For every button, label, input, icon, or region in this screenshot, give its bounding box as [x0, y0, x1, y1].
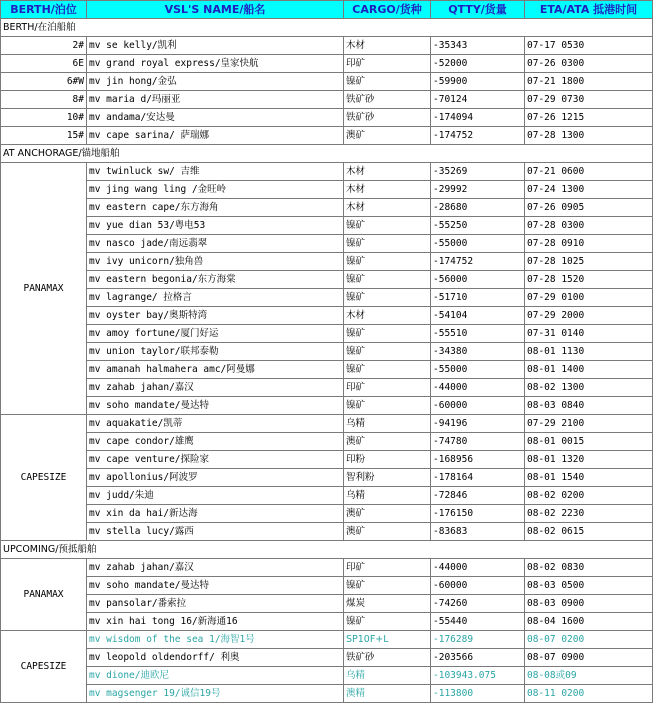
table-row	[1, 613, 653, 631]
qtty-cell: -51710	[431, 289, 525, 307]
eta-cell: 07-31 0140	[525, 325, 653, 343]
table-row	[1, 451, 653, 469]
qtty-cell: -70124	[431, 91, 525, 109]
eta-cell: 07-28 1300	[525, 127, 653, 145]
eta-cell: 08-07 0200	[525, 631, 653, 649]
vessel-cell: mv se kelly/凯利	[87, 37, 344, 55]
header-row	[1, 1, 653, 19]
vessel-cell: mv dione/迪欧尼	[87, 667, 344, 685]
eta-cell: 07-28 1025	[525, 253, 653, 271]
vessel-cell: mv andama/安达曼	[87, 109, 344, 127]
qtty-cell: -176289	[431, 631, 525, 649]
vessel-cell: mv aquakatie/凯蒂	[87, 415, 344, 433]
group-label-panamax: PANAMAX	[1, 163, 87, 415]
vessel-cell: mv xin da hai/新达海	[87, 505, 344, 523]
table-row	[1, 505, 653, 523]
eta-cell: 08-03 0900	[525, 595, 653, 613]
cargo-cell: 煤炭	[344, 595, 431, 613]
vessel-cell: mv nasco jade/南远翡翠	[87, 235, 344, 253]
eta-cell: 08-07 0900	[525, 649, 653, 667]
qtty-cell: -35343	[431, 37, 525, 55]
eta-cell: 07-17 0530	[525, 37, 653, 55]
cargo-cell: 乌精	[344, 415, 431, 433]
eta-cell: 07-21 0600	[525, 163, 653, 181]
table-row	[1, 289, 653, 307]
qtty-cell: -203566	[431, 649, 525, 667]
table-row	[1, 595, 653, 613]
table-row	[1, 379, 653, 397]
table-row	[1, 667, 653, 685]
vessel-cell: mv wisdom of the sea 1/海智1号	[87, 631, 344, 649]
qtty-cell: -55000	[431, 361, 525, 379]
table-row	[1, 685, 653, 703]
cargo-cell: 镍矿	[344, 217, 431, 235]
table-row	[1, 307, 653, 325]
table-row	[1, 235, 653, 253]
table-row	[1, 217, 653, 235]
cargo-cell: 乌精	[344, 487, 431, 505]
eta-cell: 07-29 2100	[525, 415, 653, 433]
vessel-cell: mv soho mandate/曼达特	[87, 397, 344, 415]
table-row	[1, 199, 653, 217]
eta-cell: 07-28 0300	[525, 217, 653, 235]
eta-cell: 08-02 0615	[525, 523, 653, 541]
eta-cell: 08-01 1400	[525, 361, 653, 379]
cargo-cell: 镍矿	[344, 73, 431, 91]
qtty-cell: -60000	[431, 397, 525, 415]
eta-cell: 07-24 1300	[525, 181, 653, 199]
vessel-cell: mv amoy fortune/厦门好运	[87, 325, 344, 343]
vessel-cell: mv maria d/玛丽亚	[87, 91, 344, 109]
cargo-cell: 镍矿	[344, 253, 431, 271]
table-row	[1, 469, 653, 487]
cargo-cell: 澳矿	[344, 523, 431, 541]
qtty-cell: -44000	[431, 559, 525, 577]
eta-cell: 07-26 0905	[525, 199, 653, 217]
vessel-cell: mv jin hong/金弘	[87, 73, 344, 91]
qtty-cell: -74260	[431, 595, 525, 613]
berth-cell: 15#	[1, 127, 87, 145]
vessel-cell: mv magsenger 19/诚信19号	[87, 685, 344, 703]
qtty-cell: -83683	[431, 523, 525, 541]
eta-cell: 08-02 0200	[525, 487, 653, 505]
vessel-cell: mv zahab jahan/嘉汉	[87, 379, 344, 397]
eta-cell: 08-01 1130	[525, 343, 653, 361]
qtty-cell: -35269	[431, 163, 525, 181]
table-row	[1, 91, 653, 109]
vessel-cell: mv cape sarina/ 萨瑞娜	[87, 127, 344, 145]
table-row	[1, 181, 653, 199]
qtty-cell: -103943.075	[431, 667, 525, 685]
table-row	[1, 415, 653, 433]
eta-cell: 08-01 0015	[525, 433, 653, 451]
col-header-cargo: CARGO/货种	[344, 1, 431, 19]
eta-cell: 08-03 0500	[525, 577, 653, 595]
cargo-cell: 印矿	[344, 379, 431, 397]
section-title-anchorage: AT ANCHORAGE/锚地船舶	[1, 145, 653, 163]
vessel-cell: mv leopold oldendorff/ 利奥	[87, 649, 344, 667]
qtty-cell: -55510	[431, 325, 525, 343]
vessel-cell: mv xin hai tong 16/新海通16	[87, 613, 344, 631]
qtty-cell: -174752	[431, 127, 525, 145]
cargo-cell: 智利粉	[344, 469, 431, 487]
vessel-cell: mv oyster bay/奥斯特湾	[87, 307, 344, 325]
table-row	[1, 163, 653, 181]
qtty-cell: -178164	[431, 469, 525, 487]
group-label-panamax: PANAMAX	[1, 559, 87, 631]
vessel-cell: mv zahab jahan/嘉汉	[87, 559, 344, 577]
cargo-cell: 木材	[344, 181, 431, 199]
berth-cell: 6E	[1, 55, 87, 73]
table-row	[1, 55, 653, 73]
table-row	[1, 127, 653, 145]
cargo-cell: 乌精	[344, 667, 431, 685]
table-row	[1, 271, 653, 289]
cargo-cell: 木材	[344, 199, 431, 217]
cargo-cell: 镍矿	[344, 289, 431, 307]
vessel-cell: mv lagrange/ 拉格言	[87, 289, 344, 307]
cargo-cell: 镍矿	[344, 397, 431, 415]
col-header-eta: ETA/ATA 抵港时间	[525, 1, 653, 19]
cargo-cell: 印粉	[344, 451, 431, 469]
berth-cell: 10#	[1, 109, 87, 127]
table-row	[1, 487, 653, 505]
cargo-cell: 澳精	[344, 685, 431, 703]
eta-cell: 07-26 1215	[525, 109, 653, 127]
qtty-cell: -59900	[431, 73, 525, 91]
eta-cell: 08-04 1600	[525, 613, 653, 631]
vessel-cell: mv ivy unicorn/独角兽	[87, 253, 344, 271]
vessel-cell: mv jing wang ling /金旺岭	[87, 181, 344, 199]
qtty-cell: -113800	[431, 685, 525, 703]
eta-cell: 08-03 0840	[525, 397, 653, 415]
cargo-cell: 镍矿	[344, 577, 431, 595]
cargo-cell: 镍矿	[344, 343, 431, 361]
cargo-cell: 澳矿	[344, 127, 431, 145]
vessel-cell: mv cape venture/探险家	[87, 451, 344, 469]
cargo-cell: 镍矿	[344, 613, 431, 631]
table-row	[1, 343, 653, 361]
eta-cell: 07-29 0730	[525, 91, 653, 109]
table-row	[1, 361, 653, 379]
qtty-cell: -176150	[431, 505, 525, 523]
section-row-upcoming	[1, 541, 653, 559]
qtty-cell: -28680	[431, 199, 525, 217]
eta-cell: 07-28 0910	[525, 235, 653, 253]
table-row	[1, 37, 653, 55]
table-row	[1, 73, 653, 91]
vessel-cell: mv grand royal express/皇家快航	[87, 55, 344, 73]
qtty-cell: -74780	[431, 433, 525, 451]
eta-cell: 08-11 0200	[525, 685, 653, 703]
qtty-cell: -168956	[431, 451, 525, 469]
section-title-berth: BERTH/在泊船舶	[1, 19, 653, 37]
cargo-cell: 印矿	[344, 55, 431, 73]
vessel-cell: mv eastern cape/东方海角	[87, 199, 344, 217]
vessel-cell: mv stella lucy/露西	[87, 523, 344, 541]
eta-cell: 08-02 0830	[525, 559, 653, 577]
vessel-cell: mv soho mandate/曼达特	[87, 577, 344, 595]
table-row	[1, 577, 653, 595]
table-row	[1, 523, 653, 541]
eta-cell: 08-01 1540	[525, 469, 653, 487]
qtty-cell: -52000	[431, 55, 525, 73]
qtty-cell: -174094	[431, 109, 525, 127]
cargo-cell: 澳矿	[344, 505, 431, 523]
cargo-cell: 铁矿砂	[344, 109, 431, 127]
cargo-cell: SP10F+L	[344, 631, 431, 649]
qtty-cell: -44000	[431, 379, 525, 397]
eta-cell: 07-26 0300	[525, 55, 653, 73]
table-row	[1, 649, 653, 667]
qtty-cell: -55440	[431, 613, 525, 631]
eta-cell: 07-29 2000	[525, 307, 653, 325]
group-label-capesize: CAPESIZE	[1, 415, 87, 541]
cargo-cell: 铁矿砂	[344, 91, 431, 109]
vessel-cell: mv yue dian 53/粤电53	[87, 217, 344, 235]
cargo-cell: 澳矿	[344, 433, 431, 451]
section-row-anchorage	[1, 145, 653, 163]
cargo-cell: 木材	[344, 37, 431, 55]
cargo-cell: 铁矿砂	[344, 649, 431, 667]
vessel-cell: mv cape condor/雄鹰	[87, 433, 344, 451]
eta-cell: 08-02 2230	[525, 505, 653, 523]
qtty-cell: -54104	[431, 307, 525, 325]
table-row	[1, 253, 653, 271]
qtty-cell: -34380	[431, 343, 525, 361]
vessel-cell: mv apollonius/阿波罗	[87, 469, 344, 487]
table-row	[1, 397, 653, 415]
qtty-cell: -55250	[431, 217, 525, 235]
qtty-cell: -60000	[431, 577, 525, 595]
eta-cell: 08-02 1300	[525, 379, 653, 397]
berth-cell: 6#W	[1, 73, 87, 91]
cargo-cell: 印矿	[344, 559, 431, 577]
group-label-capesize: CAPESIZE	[1, 631, 87, 703]
vessel-cell: mv eastern begonia/东方海棠	[87, 271, 344, 289]
vessel-cell: mv pansolar/番索拉	[87, 595, 344, 613]
eta-cell: 07-29 0100	[525, 289, 653, 307]
eta-cell: 07-21 1800	[525, 73, 653, 91]
cargo-cell: 镍矿	[344, 325, 431, 343]
table-row	[1, 559, 653, 577]
cargo-cell: 镍矿	[344, 271, 431, 289]
qtty-cell: -55000	[431, 235, 525, 253]
cargo-cell: 镍矿	[344, 235, 431, 253]
berth-cell: 8#	[1, 91, 87, 109]
qtty-cell: -174752	[431, 253, 525, 271]
berth-cell: 2#	[1, 37, 87, 55]
qtty-cell: -94196	[431, 415, 525, 433]
vessel-cell: mv union taylor/联邦泰勒	[87, 343, 344, 361]
eta-cell: 07-28 1520	[525, 271, 653, 289]
col-header-qtty: QTTY/货量	[431, 1, 525, 19]
section-row-berth	[1, 19, 653, 37]
table-row	[1, 325, 653, 343]
vessel-cell: mv twinluck sw/ 吉维	[87, 163, 344, 181]
table-row	[1, 631, 653, 649]
section-title-upcoming: UPCOMING/预抵船舶	[1, 541, 653, 559]
qtty-cell: -72846	[431, 487, 525, 505]
col-header-vessel: VSL'S NAME/船名	[87, 1, 344, 19]
eta-cell: 08-01 1320	[525, 451, 653, 469]
cargo-cell: 镍矿	[344, 361, 431, 379]
col-header-berth: BERTH/泊位	[1, 1, 87, 19]
table-row	[1, 109, 653, 127]
cargo-cell: 木材	[344, 307, 431, 325]
eta-cell: 08-08或09	[525, 667, 653, 685]
qtty-cell: -56000	[431, 271, 525, 289]
vessel-cell: mv amanah halmahera amc/阿曼娜	[87, 361, 344, 379]
vessel-cell: mv judd/朱迪	[87, 487, 344, 505]
table-row	[1, 433, 653, 451]
cargo-cell: 木材	[344, 163, 431, 181]
qtty-cell: -29992	[431, 181, 525, 199]
